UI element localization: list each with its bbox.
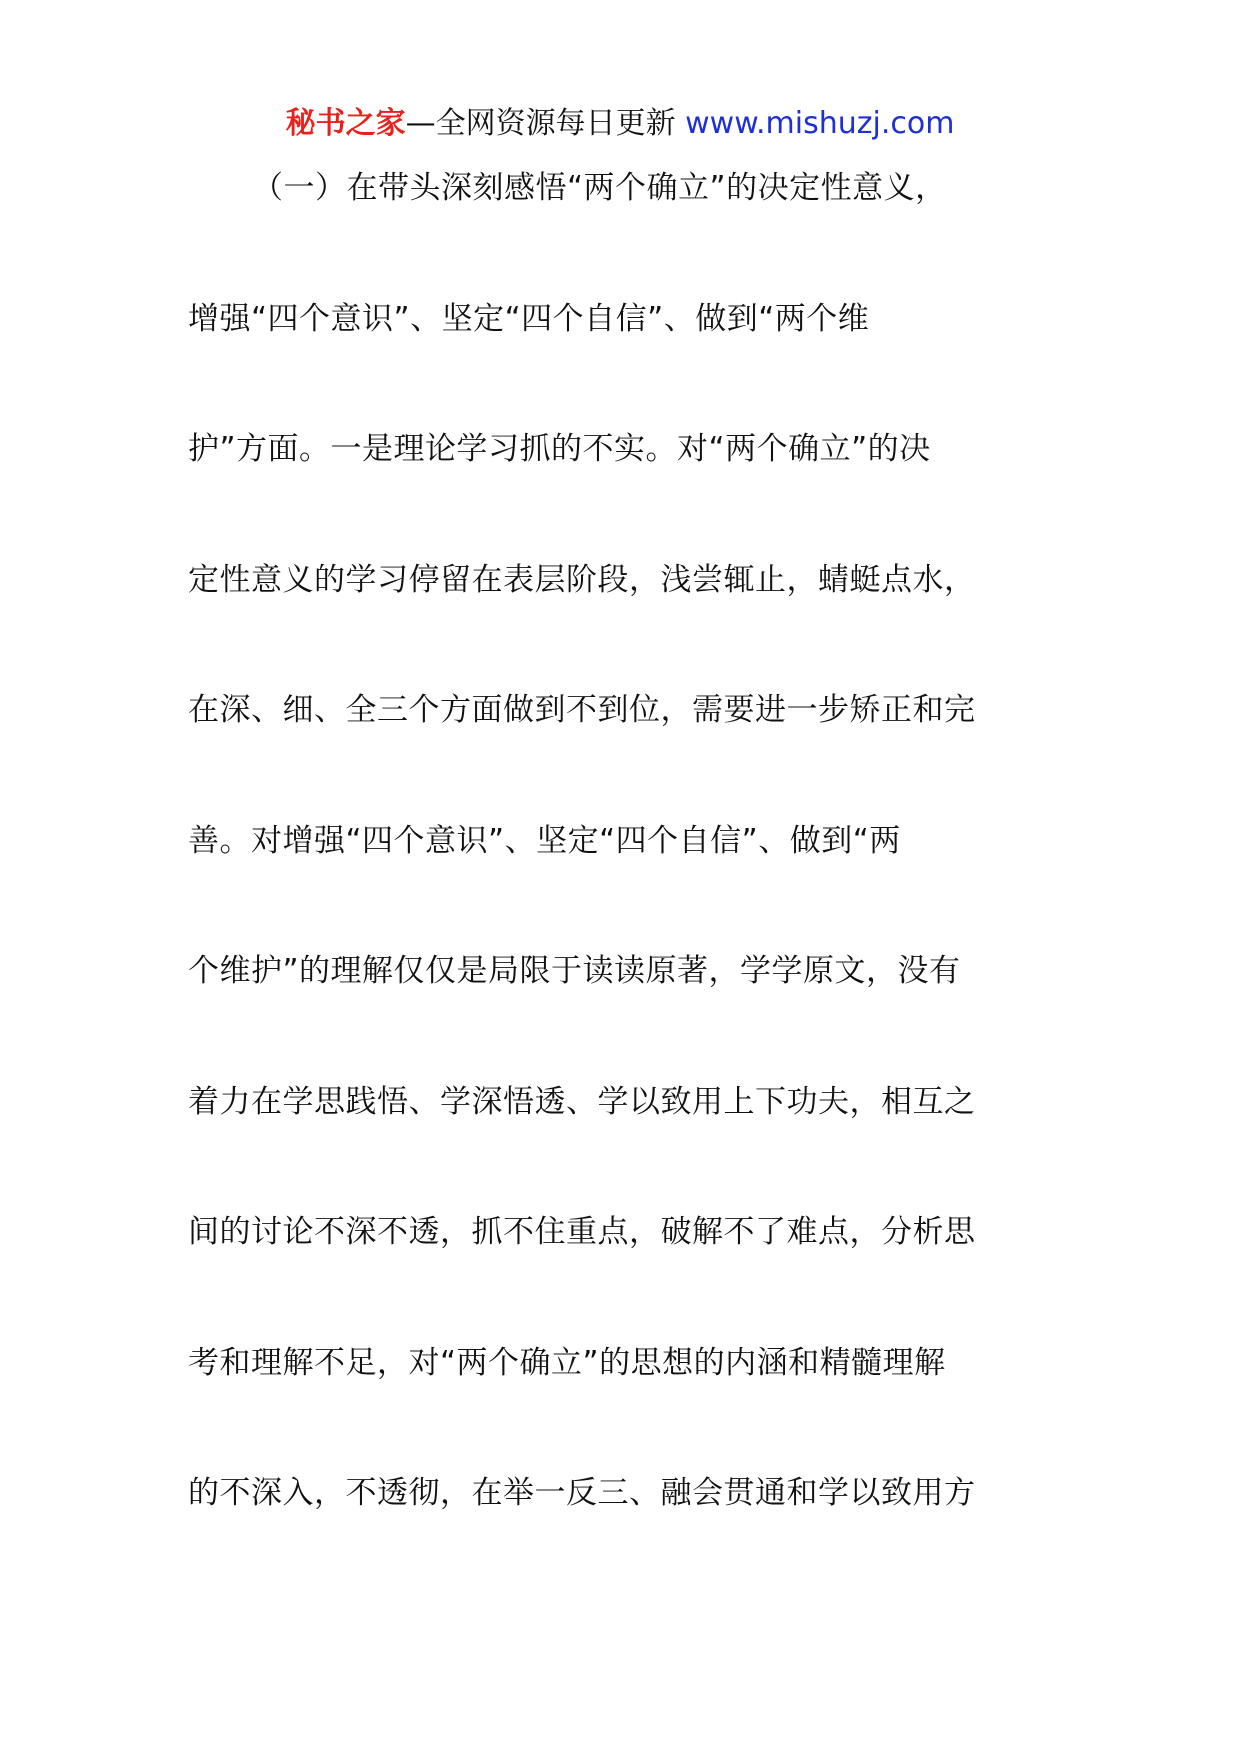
paragraph-line: 的不深入，不透彻，在举一反三、融会贯通和学以致用方 [188, 1475, 976, 1511]
paragraph-line: 个维护”的理解仅仅是局限于读读原著，学学原文，没有 [188, 953, 961, 989]
header-tagline: —全网资源每日更新 [405, 106, 676, 141]
document-body [188, 166, 1038, 1602]
site-url-link[interactable]: www.mishuzj.com [685, 106, 955, 141]
paragraph-line: 善。对增强“四个意识”、坚定“四个自信”、做到“两 [188, 822, 901, 859]
paragraph-line: 间的讨论不深不透，抓不住重点，破解不了难点，分析思 [188, 1214, 976, 1250]
paragraph-line: 定性意义的学习停留在表层阶段，浅尝辄止，蜻蜓点水， [188, 561, 976, 598]
paragraph-line: 护”方面。一是理论学习抓的不实。对“两个确立”的决 [188, 431, 931, 467]
brand-name: 秘书之家 [285, 106, 406, 141]
site-header [0, 104, 1240, 144]
paragraph-line: （一）在带头深刻感悟“两个确立”的决定性意义， [252, 170, 947, 206]
paragraph-line: 考和理解不足，对“两个确立”的思想的内涵和精髓理解 [188, 1344, 946, 1381]
paragraph-line: 着力在学思践悟、学深悟透、学以致用上下功夫，相互之 [188, 1083, 976, 1120]
paragraph-line: 增强“四个意识”、坚定“四个自信”、做到“两个维 [188, 300, 870, 337]
paragraph-line: 在深、细、全三个方面做到不到位，需要进一步矫正和完 [188, 692, 976, 728]
